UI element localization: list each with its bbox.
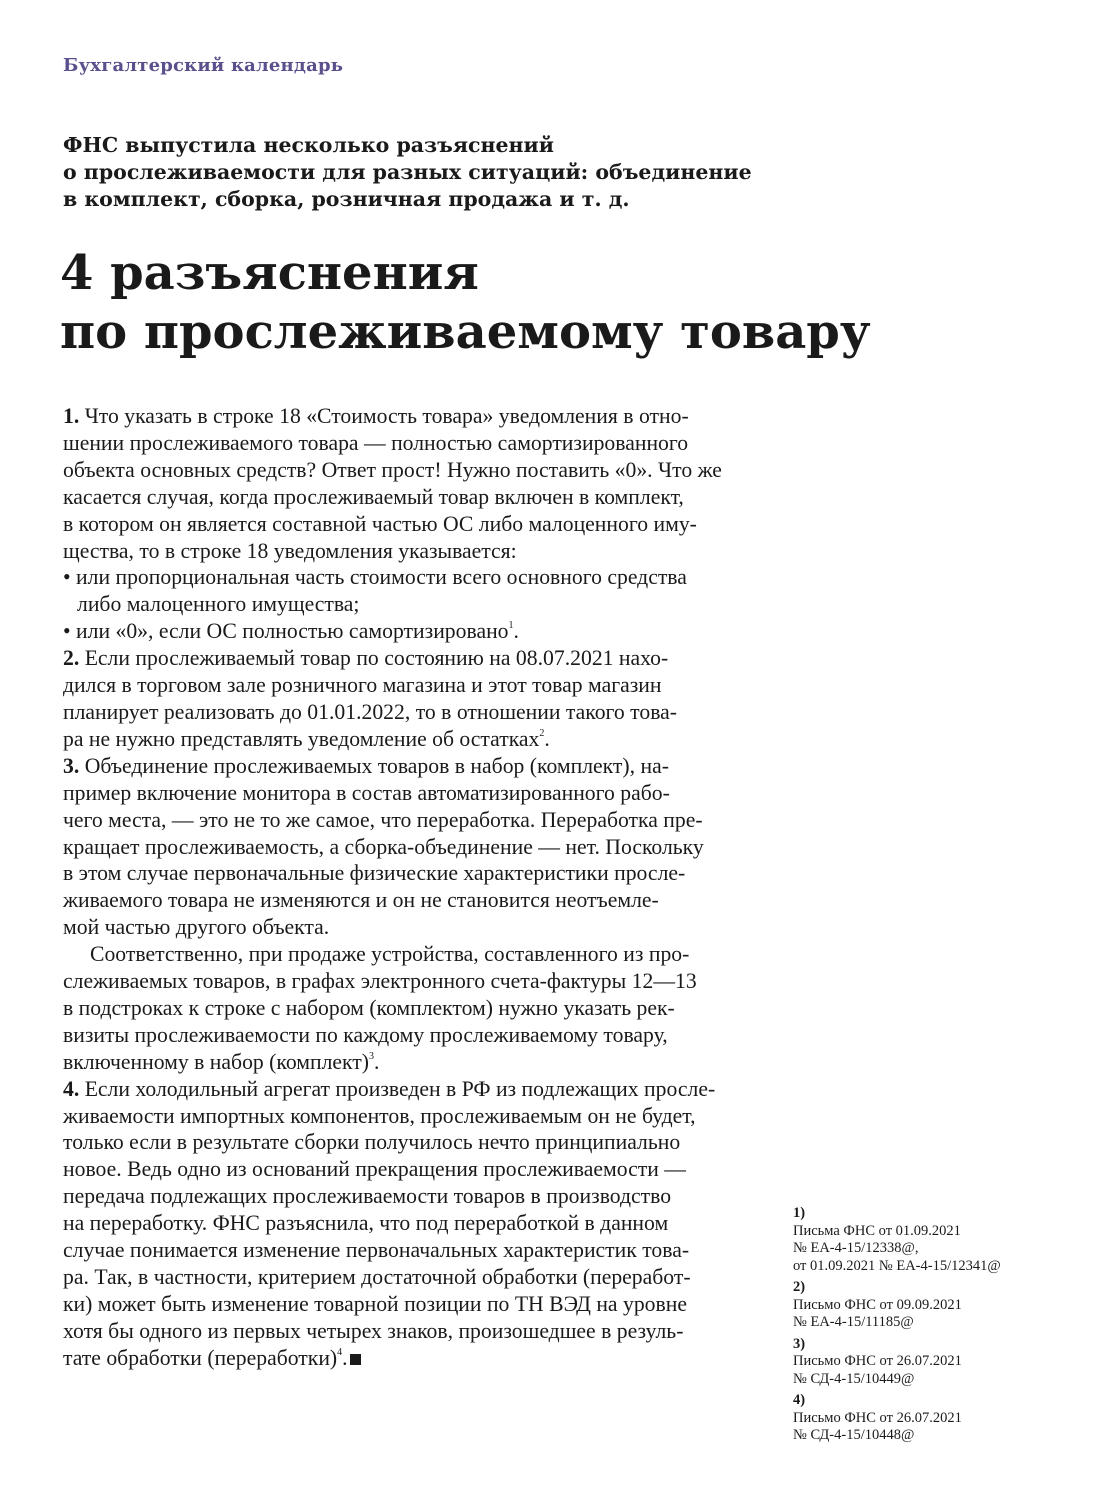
body-line: случае понимается изменение первоначальных характеристик това-: [63, 1238, 690, 1263]
body-line: дился в торговом зале розничного магазина и этот товар магазин: [63, 673, 662, 698]
footnote-number: 2): [793, 1279, 806, 1295]
footnote: [793, 1279, 1093, 1332]
bullet-item: • или пропорциональная часть стоимости всего основного средства: [63, 565, 687, 590]
lead-line: ФНС выпустила несколько разъяснений: [63, 133, 554, 157]
body-text: • или «0», если ОС полностью самортизировано: [63, 619, 509, 644]
body-line: ки) может быть изменение товарной позиции по ТН ВЭД на уровне: [63, 1291, 687, 1316]
body-line: чего места, — это не то же самое, что переработка. Переработка пре-: [63, 807, 703, 832]
body-text: Если холодильный агрегат произведен в РФ из подлежащих просле-: [79, 1076, 716, 1101]
body-text: .: [374, 1049, 380, 1074]
footnote-line: [793, 1205, 1093, 1240]
body-line: живаемости импортных компонентов, прослеживаемым он не будет,: [63, 1103, 696, 1128]
footnote-line: от 01.09.2021 № ЕА-4-15/12341@: [793, 1257, 1001, 1274]
footnote-line: [793, 1392, 1093, 1427]
body-line: кращает прослеживаемость, а сборка-объединение — нет. Поскольку: [63, 834, 704, 859]
footnote: [793, 1205, 1093, 1275]
body-line: планирует реализовать до 01.01.2022, то в отношении такого това-: [63, 699, 677, 724]
footnote-number: 1): [793, 1205, 806, 1221]
footnote-number: 3): [793, 1335, 806, 1352]
title-line: по прослеживаемому товару: [60, 304, 871, 360]
footnote-ref: 4: [337, 1346, 343, 1358]
body-text: Объединение прослеживаемых товаров в набор (комплект), на-: [79, 753, 669, 778]
body-line: шении прослеживаемого товара — полностью самортизированного: [63, 430, 689, 455]
body-line: [63, 1049, 753, 1076]
body-line: передача подлежащих прослеживаемости товаров в производство: [63, 1184, 672, 1209]
body-text: включенному в набор (комплект): [63, 1049, 369, 1074]
footnote-ref: 2: [539, 727, 545, 739]
body-line: на переработку. ФНС разъяснила, что под переработкой в данном: [63, 1211, 669, 1236]
footnote-text: Письмо ФНС от 26.07.2021: [793, 1409, 962, 1426]
footnote-line: [793, 1336, 1093, 1371]
lead-line: в комплект, сборка, розничная продажа и т. д.: [63, 187, 630, 211]
item-number: 4.: [63, 1076, 80, 1101]
bullet-item-continuation: либо малоценного имущества;: [77, 592, 360, 617]
body-line: [63, 645, 753, 672]
body-line: ра. Так, в частности, критерием достаточной обработки (переработ-: [63, 1265, 691, 1289]
item-number: 2.: [63, 646, 80, 671]
body-line: пример включение монитора в состав автоматизированного рабо-: [63, 780, 670, 805]
body-text: тате обработки (переработки): [63, 1345, 338, 1370]
body-line: касается случая, когда прослеживаемый товар включен в комплект,: [63, 484, 684, 509]
footnote-number: 4): [793, 1392, 806, 1408]
body-line: [63, 726, 753, 753]
body-text: .: [513, 619, 519, 644]
footnote: [793, 1336, 1093, 1389]
footnote-line: № ЕА-4-15/12338@,: [793, 1240, 919, 1256]
footnote-line: [793, 1279, 1093, 1314]
footnote-line: № ЕА-4-15/11185@: [793, 1314, 914, 1330]
body-line: [63, 753, 753, 780]
lead-paragraph: [63, 132, 803, 213]
body-line: мой частью другого объекта.: [63, 915, 330, 940]
body-line: только если в результате сборки получилось нечто принципиально: [63, 1130, 681, 1155]
body-line: хотя бы одного из первых четырех знаков, произошедшее в резуль-: [63, 1318, 684, 1343]
item-number: 3.: [63, 753, 80, 778]
footnote: [793, 1392, 1093, 1445]
body-line: в котором он является составной частью ОС либо малоценного иму-: [63, 511, 697, 536]
body-line: визиты прослеживаемости по каждому прослеживаемому товару,: [63, 1022, 668, 1047]
body-line: в этом случае первоначальные физические характеристики просле-: [63, 861, 686, 886]
footnote-text: Письма ФНС от 01.09.2021: [793, 1222, 961, 1239]
footnote-text: Письмо ФНС от 09.09.2021: [793, 1296, 962, 1313]
footnote-line: № СД-4-15/10448@: [793, 1427, 915, 1443]
item-number: 1.: [63, 404, 80, 428]
footnote-ref: 3: [369, 1050, 374, 1062]
article-title: [60, 244, 871, 362]
body-text: Если прослеживаемый товар по состоянию на 08.07.2021 нахо-: [79, 646, 669, 671]
body-text: .: [544, 726, 550, 751]
bullet-item: [63, 618, 753, 645]
body-text: .: [342, 1345, 348, 1370]
body-line: щества, то в строке 18 уведомления указывается:: [63, 538, 517, 563]
body-line: объекта основных средств? Ответ прост! Нужно поставить «0». Что же: [63, 457, 722, 482]
footnote-line: № СД-4-15/10449@: [793, 1370, 915, 1387]
footnote-ref: 1: [508, 620, 514, 632]
body-line: новое. Ведь одно из оснований прекращения прослеживаемости —: [63, 1157, 686, 1182]
end-of-article-icon: [350, 1354, 361, 1365]
lead-line: о прослеживаемости для разных ситуаций: объединение: [63, 160, 752, 184]
section-label: Бухгалтерский календарь: [63, 55, 344, 76]
body-text: ра не нужно представлять уведомление об остатках: [63, 726, 540, 751]
footnote-text: Письмо ФНС от 26.07.2021: [793, 1353, 962, 1369]
title-line: 4 разъяснения: [60, 245, 479, 301]
body-line: [63, 1345, 753, 1372]
body-text: Что указать в строке 18 «Стоимость товара» уведомления в отно-: [79, 404, 689, 428]
body-line: [63, 1076, 753, 1103]
body-line: Соответственно, при продаже устройства, составленного из про-: [90, 942, 690, 967]
body-line: слеживаемых товаров, в графах электронного счета-фактуры 12—13: [63, 969, 697, 994]
body-line: [63, 403, 753, 430]
body-line: живаемого товара не изменяются и он не становится неотъемле-: [63, 888, 659, 913]
article-body: [63, 403, 753, 1372]
footnotes: [793, 1205, 1093, 1449]
body-line: в подстроках к строке с набором (комплектом) нужно указать рек-: [63, 995, 675, 1020]
